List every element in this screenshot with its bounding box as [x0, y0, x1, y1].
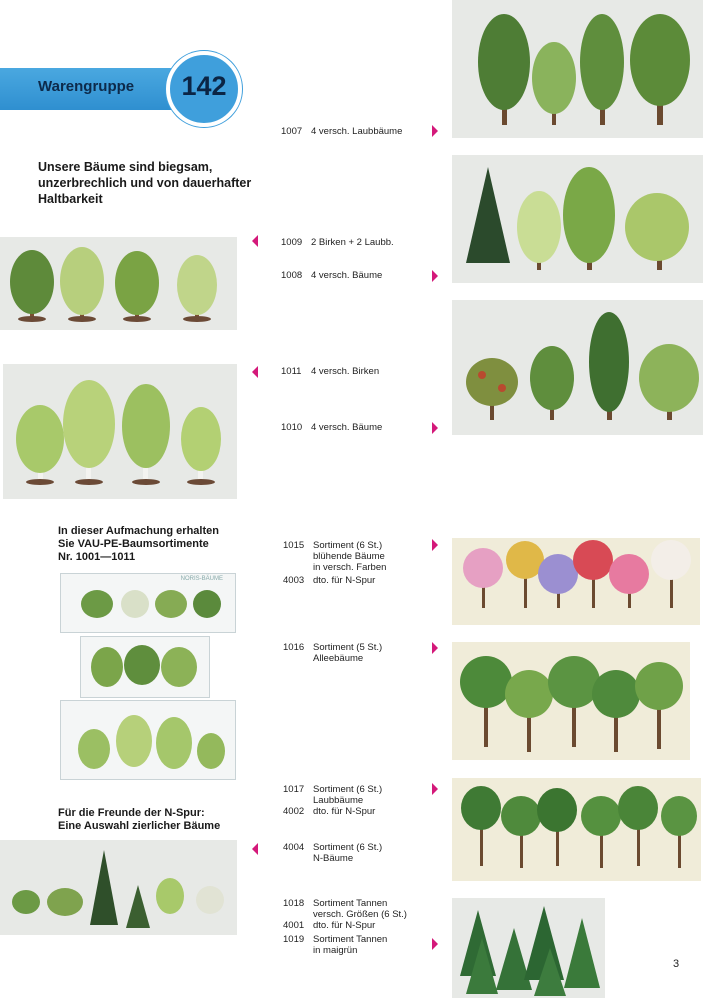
packaging-heading [58, 525, 219, 564]
intro-heading [38, 159, 251, 207]
photo-1016-avenue-trees [452, 642, 690, 760]
photo-1008-trees [452, 155, 703, 283]
photo-1011-birches [3, 364, 237, 499]
packaging-heading-line: Sie VAU-PE-Baumsortimente [58, 538, 209, 550]
item-description: dto. für N-Spur [313, 806, 376, 817]
item-description: dto. für N-Spur [313, 920, 376, 931]
avenue-trees-illustration [452, 642, 690, 760]
nspur-heading-line: Für die Freunde der N-Spur: [58, 807, 205, 819]
photo-4004-nspur-trees [0, 840, 237, 935]
trees-illustration [0, 237, 237, 330]
pointer-right-icon [432, 539, 438, 551]
packaging-heading-line: In dieser Aufmachung erhalten [58, 525, 219, 537]
item-description: Sortiment (6 St.) [313, 842, 383, 853]
pointer-left-icon [252, 366, 258, 378]
item-description: 4 versch. Bäume [311, 270, 383, 281]
photo-1007-leaf-trees [452, 0, 703, 138]
group-label: Warengruppe [38, 78, 135, 95]
item-description: 4 versch. Birken [311, 366, 380, 377]
item-description: 4 versch. Bäume [311, 422, 383, 433]
item-description: Sortiment Tannen [313, 934, 388, 945]
leaf-trees-illustration [452, 778, 701, 881]
item-description: Alleebäume [313, 653, 364, 664]
packaging-box-2 [80, 636, 210, 698]
item-number: 1011 [281, 366, 302, 377]
item-number: 1007 [281, 126, 303, 137]
pointer-left-icon [252, 235, 258, 247]
blossom-trees-illustration [452, 538, 700, 625]
packaging-trees [69, 709, 229, 775]
item-description: 2 Birken + 2 Laubb. [311, 237, 394, 248]
item-number: 1019 [283, 934, 305, 945]
packaging-trees [87, 643, 205, 693]
item-description: Sortiment (5 St.) [313, 642, 383, 653]
item-number: 4003 [283, 575, 305, 586]
item-number: 1016 [283, 642, 305, 653]
pointer-right-icon [432, 642, 438, 654]
item-number: 1008 [281, 270, 303, 281]
pointer-right-icon [432, 125, 438, 137]
intro-heading-line: Unsere Bäume sind biegsam, [38, 160, 213, 174]
photo-1017-leaf-trees [452, 778, 701, 881]
nspur-trees-illustration [0, 840, 237, 935]
birches-illustration [3, 364, 237, 499]
item-number: 1015 [283, 540, 305, 551]
nspur-heading-line: Eine Auswahl zierlicher Bäume [58, 820, 221, 832]
packaging-label: NORIS-BÄUME [180, 576, 223, 582]
item-description: dto. für N-Spur [313, 575, 376, 586]
item-number: 1017 [283, 784, 305, 795]
item-description: Sortiment Tannen [313, 898, 388, 909]
item-description: versch. Größen (6 St.) [313, 909, 407, 920]
item-description: Sortiment (6 St.) [313, 784, 383, 795]
fir-trees-illustration [452, 898, 605, 998]
photo-1010-trees [452, 300, 703, 435]
intro-heading-line: unzerbrechlich und von dauerhafter [38, 176, 252, 190]
group-number: 142 [181, 71, 227, 101]
pointer-left-icon [252, 843, 258, 855]
packaging-box-1 [60, 573, 236, 633]
pointer-right-icon [432, 783, 438, 795]
photo-1009-trees [0, 237, 237, 330]
pointer-right-icon [432, 938, 438, 950]
item-description: Sortiment (6 St.) [313, 540, 383, 551]
item-number: 4002 [283, 806, 305, 817]
leaf-trees-illustration [452, 0, 703, 138]
packaging-heading-line: Nr. 1001—1011 [58, 551, 136, 563]
pointer-right-icon [432, 270, 438, 282]
item-number: 1018 [283, 898, 305, 909]
item-number: 1009 [281, 237, 303, 248]
intro-heading-line: Haltbarkeit [38, 192, 103, 206]
photo-1018-fir-trees [452, 898, 605, 998]
item-description: Laubbäume [313, 795, 364, 806]
item-description: blühende Bäume [313, 551, 385, 562]
item-description: in maigrün [313, 945, 358, 956]
packaging-trees [67, 586, 227, 630]
page-number: 3 [673, 958, 680, 970]
pointer-right-icon [432, 422, 438, 434]
item-description: N-Bäume [313, 853, 354, 864]
photo-1015-blossom-trees [452, 538, 700, 625]
item-number: 1010 [281, 422, 303, 433]
mixed-trees-illustration [452, 300, 703, 435]
mixed-trees-illustration [452, 155, 703, 283]
item-number: 4004 [283, 842, 305, 853]
item-number: 4001 [283, 920, 305, 931]
packaging-box-3 [60, 700, 236, 780]
item-description: 4 versch. Laubbäume [311, 126, 403, 137]
nspur-heading [58, 807, 220, 833]
item-description: in versch. Farben [313, 562, 387, 573]
